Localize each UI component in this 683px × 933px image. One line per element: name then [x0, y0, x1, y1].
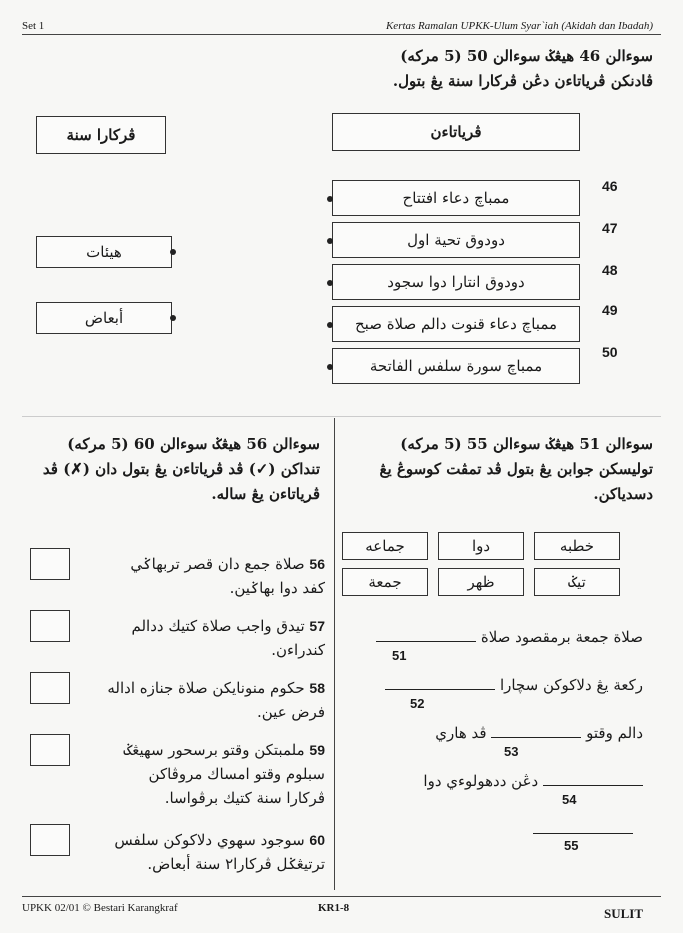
statement-50: ممباچ سورة سلفس الفاتحة: [332, 348, 580, 384]
tf-item-58: 58 حكوم منونايكن صلاة جنازه اداله فرض عين.: [107, 679, 325, 721]
answer-blank[interactable]: [491, 737, 581, 738]
fill-item-53: دالم وقتو ڤد هاري: [435, 724, 643, 742]
statement-number: 47: [602, 220, 618, 236]
section-divider: [22, 416, 661, 417]
match-dot[interactable]: [170, 249, 176, 255]
footer-rule: [22, 896, 661, 897]
statement-48: دودوق انتارا دوا سجود: [332, 264, 580, 300]
tf-item-56: 56 صلاة جمع دان قصر تربهاݢي كفد دوا بهاݢين.: [130, 555, 325, 597]
blank-number: 55: [564, 838, 579, 853]
word-option: خطبه: [534, 532, 620, 560]
col-header-perkara-sunat: ڤركارا سنة: [36, 116, 166, 154]
blank-number: 53: [504, 744, 519, 759]
blank-number: 52: [410, 696, 425, 711]
tick-box-58[interactable]: [30, 672, 70, 704]
statement-number: 50: [602, 344, 618, 360]
match-dot[interactable]: [327, 364, 333, 370]
match-dot[interactable]: [327, 322, 333, 328]
answer-abaad: أبعاض: [36, 302, 172, 334]
answer-haiat: هيئات: [36, 236, 172, 268]
tick-box-56[interactable]: [30, 548, 70, 580]
match-dot[interactable]: [170, 315, 176, 321]
answer-blank[interactable]: [543, 785, 643, 786]
section1-instruction: سوءالن 46 هيڠݢ سوءالن 50 (5 مركه) ڤادنكن ڤرياتاءن دڠن ڤركارا سنة يڠ بتول.: [392, 47, 653, 90]
footer-code: UPKK 02/01 © Bestari Karangkraf: [22, 902, 178, 914]
word-option: تيݢ: [534, 568, 620, 596]
col-header-pernyataan: ڤرياتاءن: [332, 113, 580, 151]
match-dot[interactable]: [327, 238, 333, 244]
word-option: جماعه: [342, 532, 428, 560]
statement-number: 48: [602, 262, 618, 278]
column-divider: [334, 418, 335, 890]
match-dot[interactable]: [327, 280, 333, 286]
statement-number: 46: [602, 178, 618, 194]
tick-box-60[interactable]: [30, 824, 70, 856]
set-label: Set 1: [22, 20, 45, 32]
page-number: KR1-8: [318, 902, 350, 914]
blank-number: 54: [562, 792, 577, 807]
fill-item-55: [533, 820, 633, 838]
match-dot[interactable]: [327, 196, 333, 202]
section3-instruction: سوءالن 56 هيڠݢ سوءالن 60 (5 مركه) تنداكن (✓) ڤد ڤرياتاءن يڠ بتول دان (✗) ڤد ڤرياتاءن يڠ ساله.: [42, 435, 320, 503]
blank-number: 51: [392, 648, 407, 663]
answer-blank[interactable]: [385, 689, 495, 690]
word-option: دوا: [438, 532, 524, 560]
paper-title: Kertas Ramalan UPKK-Ulum Syar`iah (Akidah dan Ibadah): [385, 20, 653, 32]
statement-47: دودوق تحية اول: [332, 222, 580, 258]
header-rule: [22, 34, 661, 35]
answer-blank[interactable]: [533, 833, 633, 834]
word-option: جمعة: [342, 568, 428, 596]
statement-46: ممباچ دعاء افتتاح: [332, 180, 580, 216]
classification-label: SULIT: [603, 906, 643, 921]
tf-item-60: 60 سوجود سهوي دلاكوكن سلفس ترتيڠݢل ڤركارا٢ سنة أبعاض.: [114, 831, 325, 873]
fill-item-54: دڠن ددهولوءي دوا: [423, 772, 643, 790]
tf-item-57: 57 تيدق واجب صلاة كتيك ددالم كندراءن.: [131, 617, 325, 659]
statement-49: ممباچ دعاء قنوت دالم صلاة صبح: [332, 306, 580, 342]
tick-box-59[interactable]: [30, 734, 70, 766]
answer-blank[interactable]: [376, 641, 476, 642]
word-option: ظهر: [438, 568, 524, 596]
tick-box-57[interactable]: [30, 610, 70, 642]
fill-item-51: صلاة جمعة برمقصود صلاة: [376, 628, 643, 646]
statement-number: 49: [602, 302, 618, 318]
fill-item-52: ركعة يڠ دلاكوكن سچارا: [385, 676, 643, 694]
tf-item-59: 59 ملمبتكن وقتو برسحور سهيڠݢ سبلوم وقتو امساك مروڤاكن ڤركارا سنة كتيك برڤواسا.: [123, 741, 325, 807]
section2-instruction: سوءالن 51 هيڠݢ سوءالن 55 (5 مركه) توليسكن جوابن يڠ بتول ڤد تمڤت كوسوڠ يڠ دسدياكن.: [379, 435, 653, 503]
